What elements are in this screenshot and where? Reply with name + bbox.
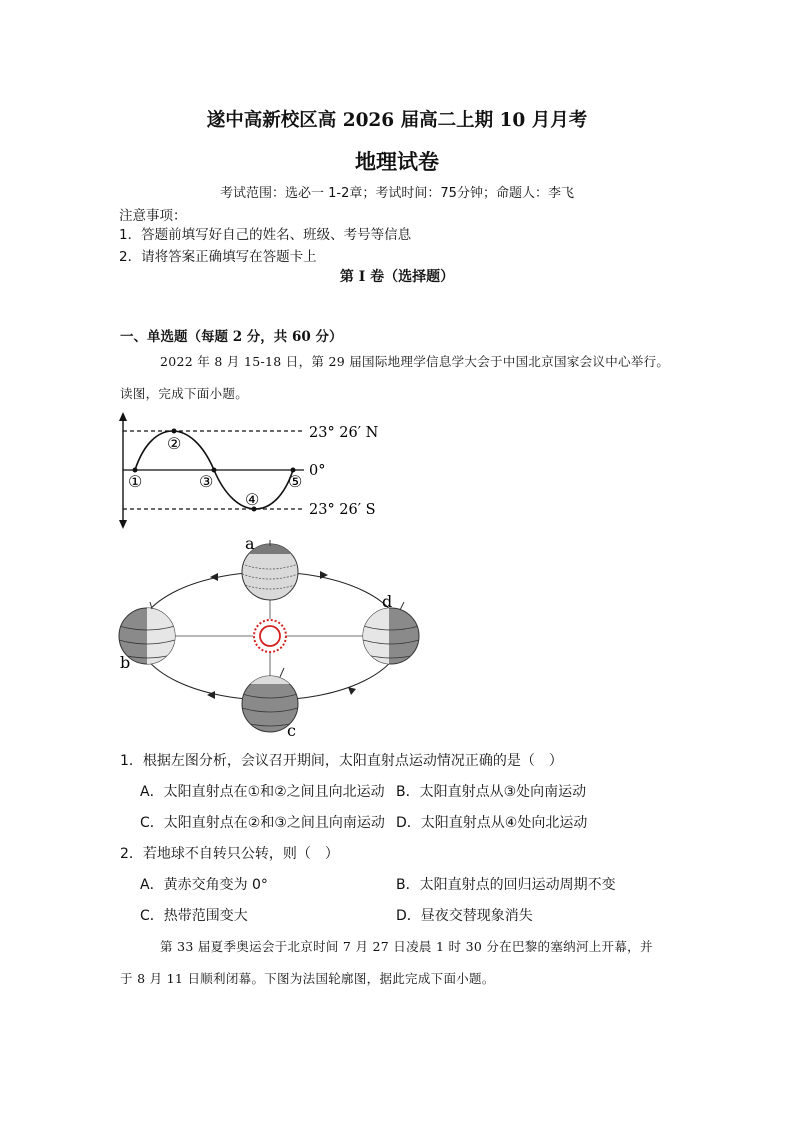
axis-arrow-down — [119, 520, 127, 529]
passage2-line2: 于 8 月 11 日顺利闭幕。下图为法国轮廓图，据此完成下面小题。 — [120, 971, 495, 986]
orbit-arrow-bottom-right — [348, 687, 356, 695]
question-1-option-b: B．太阳直射点从③处向南运动 — [396, 784, 587, 800]
passage2-line1: 第 33 届夏季奥运会于北京时间 7 月 27 日凌晨 1 时 30 分在巴黎的塞纳河上开幕，并 — [160, 939, 653, 954]
point-label-3: ③ — [199, 472, 214, 491]
question-2-stem: 2．若地球不自转只公转，则（ ） — [120, 846, 339, 862]
question-2-option-a: A．黄赤交角变为 0° — [140, 877, 268, 893]
point-label-1: ① — [128, 472, 143, 491]
point-label-2: ② — [167, 434, 182, 453]
question-1-option-a: A．太阳直射点在①和②之间且向北运动 — [140, 784, 385, 800]
notes-item-1: 1．答题前填写好自己的姓名、班级、考号等信息 — [119, 227, 412, 243]
solar-migration-diagram — [112, 410, 392, 530]
question-2-option-d: D．昼夜交替现象消失 — [396, 908, 533, 924]
section-title: 一、单选题（每题 2 分，共 60 分） — [120, 329, 343, 345]
earth-orbit-diagram — [114, 530, 426, 740]
question-1-stem: 1．根据左图分析，会议召开期间，太阳直射点运动情况正确的是（ ） — [120, 753, 563, 769]
earth-label-c: c — [287, 721, 296, 740]
label-south-tropic: 23° 26′ S — [309, 502, 376, 518]
earth-label-d: d — [382, 592, 393, 611]
question-1-option-c: C．太阳直射点在②和③之间且向南运动 — [140, 815, 385, 831]
exam-subtitle: 地理试卷 — [355, 149, 439, 174]
passage1-line2: 读图，完成下面小题。 — [120, 386, 249, 401]
question-1-option-d: D．太阳直射点从④处向北运动 — [396, 815, 588, 831]
orbit-arrow-bottom-left — [207, 691, 215, 699]
question-2-option-b: B．太阳直射点的回归运动周期不变 — [396, 877, 616, 893]
passage1-line1: 2022 年 8 月 15-18 日，第 29 届国际地理学信息学大会于中国北京国家会议中心举行。 — [160, 354, 670, 369]
curve-point-2 — [172, 429, 177, 434]
sun-icon — [254, 620, 286, 652]
point-label-5: ⑤ — [288, 472, 303, 491]
exam-info: 考试范围：选必一 1-2章；考试时间：75分钟；命题人：李飞 — [220, 186, 574, 201]
question-2-option-c: C．热带范围变大 — [140, 908, 248, 924]
axis-arrow-up — [119, 412, 127, 421]
label-equator: 0° — [309, 463, 326, 479]
notes-heading: 注意事项： — [119, 208, 187, 224]
earth-label-b: b — [120, 653, 131, 672]
earth-position-d — [363, 602, 419, 664]
point-label-4: ④ — [245, 490, 260, 509]
label-north-tropic: 23° 26′ N — [309, 425, 379, 441]
orbit-arrow-top-left — [210, 573, 218, 581]
earth-label-a: a — [245, 534, 255, 553]
notes-item-2: 2．请将答案正确填写在答题卡上 — [119, 249, 317, 265]
part-title: 第 I 卷（选择题） — [339, 269, 455, 285]
exam-title: 遂中高新校区高 2026 届高二上期 10 月月考 — [206, 110, 588, 131]
